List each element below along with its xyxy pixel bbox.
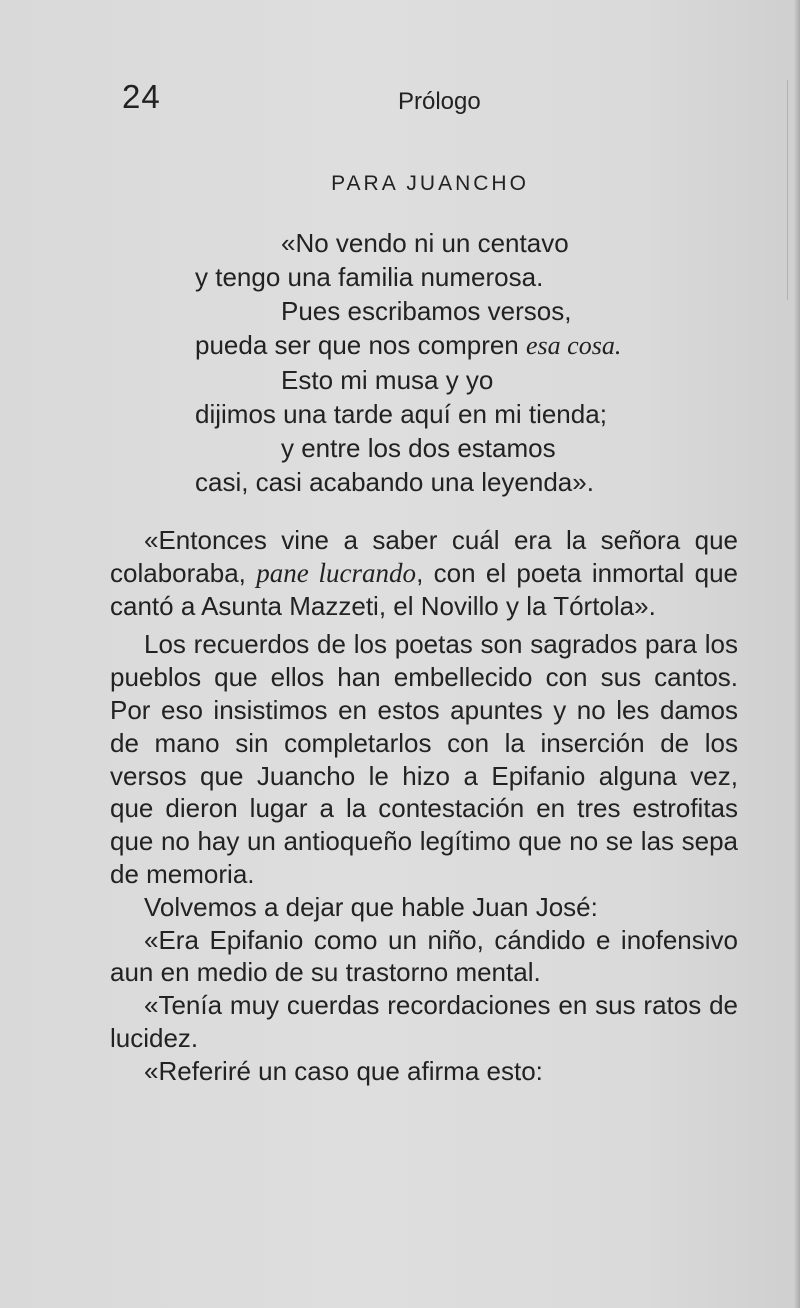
page-edge-shadow — [794, 0, 800, 1308]
poem-line: y entre los dos estamos — [281, 433, 556, 463]
poem-line: Pues escribamos versos, — [281, 296, 572, 326]
italic-phrase: pane lucrando — [256, 557, 417, 588]
paragraph: «Tenía muy cuerdas recordaciones en sus ratos de lucidez. — [110, 990, 738, 1053]
poem-title: PARA JUANCHO — [331, 172, 529, 195]
poem-line: «No vendo ni un centavo — [281, 228, 569, 258]
poem-stanza — [195, 226, 715, 499]
paragraph: Los recuerdos de los poetas son sagrados para los pueblos que ellos han embellecido con sus cantos. Por eso insistimos en estos apuntes y no les damos de mano sin completarlos con la inserción de los versos que Juancho le hizo a Epifanio alguna vez, que dieron lugar a la contestación en tres estrofitas que no hay un antioqueño legítimo que no se las sepa de memoria. — [110, 629, 738, 889]
page-number: 24 — [122, 78, 161, 115]
poem-line-text: pueda ser que nos compren — [195, 330, 519, 360]
paragraph: «Referiré un caso que afirma esto: — [144, 1055, 543, 1086]
paragraph: Volvemos a dejar que hable Juan José: — [144, 891, 598, 922]
running-header: Prólogo — [398, 88, 481, 115]
paragraph-text: «Entonces vine a saber cuál era la señora que colaboraba, — [110, 525, 738, 588]
paragraph — [110, 524, 738, 622]
poem-line: dijimos una tarde aquí en mi tienda; — [195, 399, 607, 429]
paragraph: «Era Epifanio como un niño, cándido e inofensivo aun en medio de su trastorno mental. — [110, 924, 738, 988]
poem-line: y tengo una familia numerosa. — [195, 262, 544, 292]
poem-line: casi, casi acabando una leyenda». — [195, 467, 594, 497]
poem-italic-phrase: esa cosa. — [526, 331, 622, 360]
poem-line — [195, 328, 715, 363]
body-text — [110, 524, 738, 1088]
poem-line: Esto mi musa y yo — [281, 365, 494, 395]
paragraph-text: , con el poeta inmortal que cantó a Asunta Mazzeti, el Novillo y la Tórtola». — [110, 557, 739, 621]
